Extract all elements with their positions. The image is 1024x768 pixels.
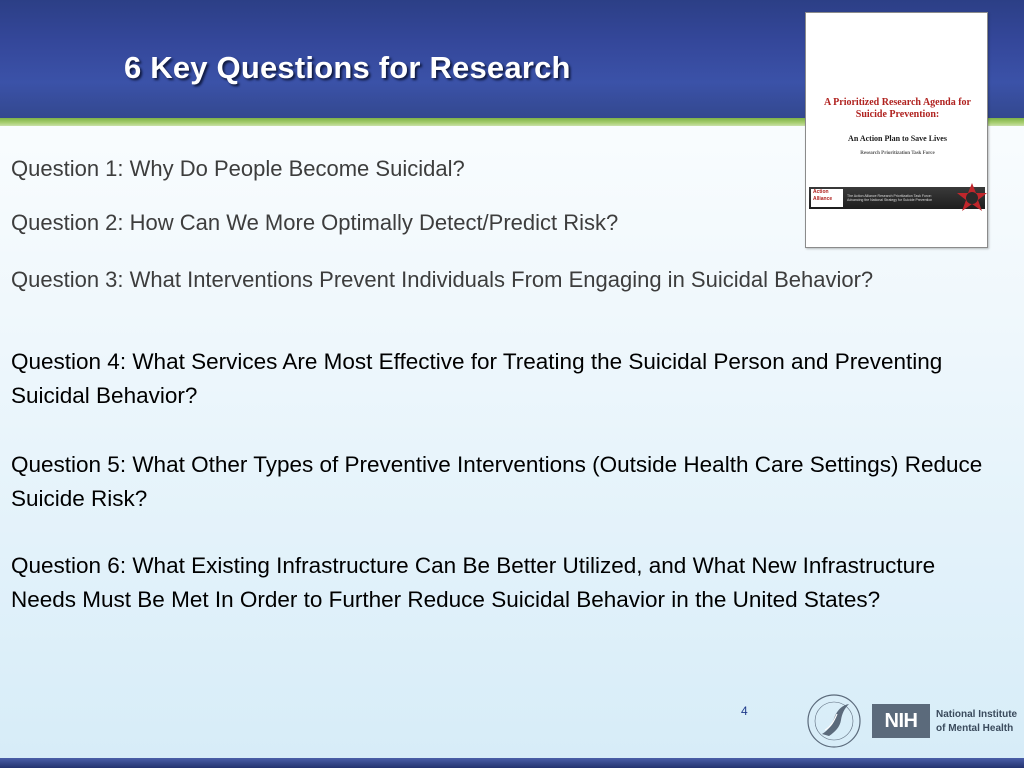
question-4: Question 4: What Services Are Most Effective for Treating the Suicidal Person and Preventing Suicidal Behavior?	[11, 349, 943, 408]
nih-logo-box: NIH	[872, 704, 930, 738]
nimh-name	[936, 708, 1020, 736]
badge-line-1: Action	[813, 189, 829, 195]
cover-task-force: Research Prioritization Task Force	[860, 151, 935, 156]
nimh-name-line-1: National Institute	[936, 709, 1018, 720]
question-1: Question 1: Why Do People Become Suicidal?	[11, 156, 465, 181]
nimh-name-line-2: of Mental Health	[936, 723, 1014, 734]
question-5: Question 5: What Other Types of Preventive Interventions (Outside Health Care Settings) Reduce Suicide Risk?	[11, 452, 983, 511]
question-6: Question 6: What Existing Infrastructure Can Be Better Utilized, and What New Infrastructure Needs Must Be Met In Order to Further Reduce Suicidal Behavior in the United States?	[11, 553, 936, 612]
question-3: Question 3: What Interventions Prevent Individuals From Engaging in Suicidal Behavior?	[11, 267, 874, 292]
cover-title: A Prioritized Research Agenda for Suicide Prevention:	[823, 97, 971, 120]
action-alliance-badge	[811, 189, 843, 207]
page-number: 4	[741, 704, 748, 718]
hhs-seal-icon	[805, 690, 863, 752]
badge-line-2: Alliance	[813, 196, 833, 202]
footer-bar	[0, 758, 1024, 768]
question-2: Question 2: How Can We More Optimally Detect/Predict Risk?	[11, 210, 619, 235]
cover-band-text: The Action Alliance Research Prioritization Task Force: Advancing the National Strategy for Suicide Prevention	[847, 194, 933, 202]
cover-subtitle: An Action Plan to Save Lives	[848, 134, 947, 143]
slide-title: 6 Key Questions for Research	[124, 50, 571, 85]
